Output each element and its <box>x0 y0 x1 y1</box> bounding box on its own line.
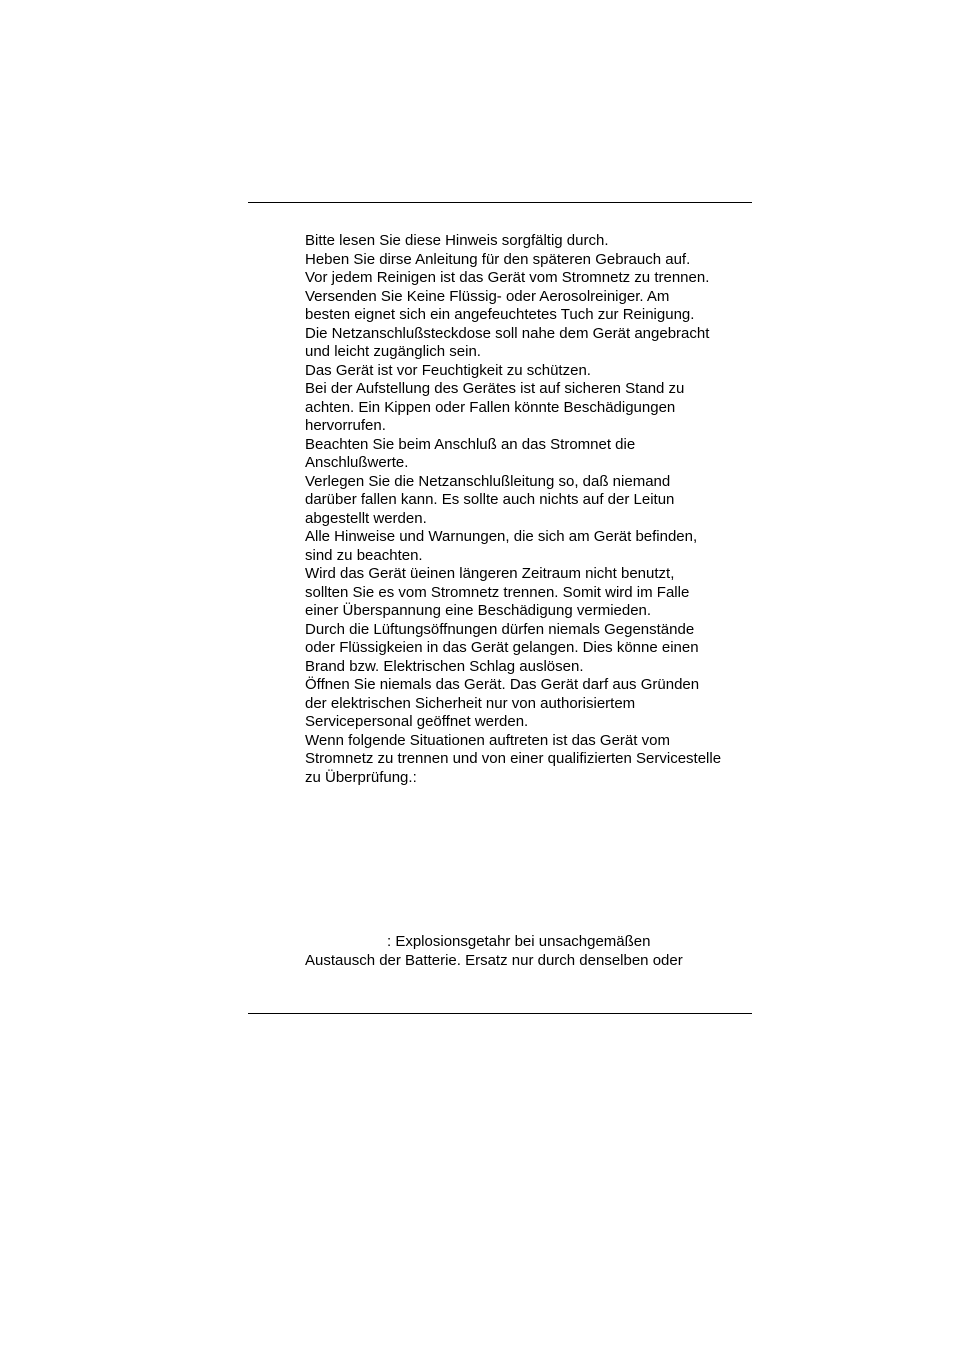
instruction-line: Öffnen Sie niemals das Gerät. Das Gerät darf aus Gründen <box>305 676 700 693</box>
instruction-line: sollten Sie es vom Stromnetz trennen. Somit wird im Falle <box>305 583 690 601</box>
instruction-line: Versenden Sie Keine Flüssig- oder Aerosolreiniger. Am <box>305 287 670 305</box>
instruction-line: der elektrischen Sicherheit nur von authorisiertem <box>305 694 636 712</box>
instruction-line: Heben Sie dirse Anleitung für den späteren Gebrauch auf. <box>305 250 691 268</box>
bottom-rule <box>248 1013 752 1014</box>
instruction-line: darüber fallen kann. Es sollte auch nichts auf der Leitun <box>305 491 675 508</box>
instruction-line: Vor jedem Reinigen ist das Gerät vom Stromnetz zu trennen. <box>305 269 710 286</box>
instruction-line: achten. Ein Kippen oder Fallen könnte Beschädigungen <box>305 398 676 416</box>
instruction-line: Wenn folgende Situationen auftreten ist das Gerät vom <box>305 731 670 749</box>
instruction-line: Verlegen Sie die Netzanschlußleitung so, daß niemand <box>305 472 671 490</box>
instruction-line: Die Netzanschlußsteckdose soll nahe dem Gerät angebracht <box>305 324 710 342</box>
instruction-line: oder Flüssigkeien in das Gerät gelangen. Dies könne einen <box>305 639 699 656</box>
instruction-line: und leicht zugänglich sein. <box>305 343 481 360</box>
battery-warning <box>305 933 755 971</box>
instruction-line: hervorrufen. <box>305 417 386 434</box>
instruction-line: Wird das Gerät üeinen längeren Zeitraum nicht benutzt, <box>305 565 675 582</box>
instruction-line: Alle Hinweise und Warnungen, die sich am Gerät befinden, <box>305 528 698 545</box>
instruction-line: einer Überspannung eine Beschädigung vermieden. <box>305 602 652 619</box>
instruction-line: zu Überprüfung.: <box>305 768 417 786</box>
instruction-line: Stromnetz zu trennen und von einer qualifizierten Servicestelle <box>305 750 722 767</box>
instruction-line: Bei der Aufstellung des Gerätes ist auf sicheren Stand zu <box>305 380 685 397</box>
instruction-line: Bitte lesen Sie diese Hinweis sorgfältig durch. <box>305 232 609 249</box>
instruction-line: Beachten Sie beim Anschluß an das Stromnet die <box>305 435 636 453</box>
top-rule <box>248 202 752 203</box>
instruction-line: Durch die Lüftungsöffnungen dürfen niemals Gegenstände <box>305 620 695 638</box>
instruction-line: Das Gerät ist vor Feuchtigkeit zu schützen. <box>305 361 591 379</box>
battery-warning-line-2: Austausch der Batterie. Ersatz nur durch denselben oder <box>305 951 683 969</box>
instruction-line: Brand bzw. Elektrischen Schlag auslösen. <box>305 657 584 675</box>
instruction-line: Servicepersonal geöffnet werden. <box>305 713 529 730</box>
instruction-line: besten eignet sich ein angefeuchtetes Tuch zur Reinigung. <box>305 306 695 323</box>
battery-warning-line-1: : Explosionsgetahr bei unsachgemäßen <box>387 933 651 950</box>
safety-instructions <box>305 232 755 787</box>
instruction-line: sind zu beachten. <box>305 546 423 564</box>
instruction-line: Anschlußwerte. <box>305 454 409 471</box>
instruction-line: abgestellt werden. <box>305 509 427 527</box>
